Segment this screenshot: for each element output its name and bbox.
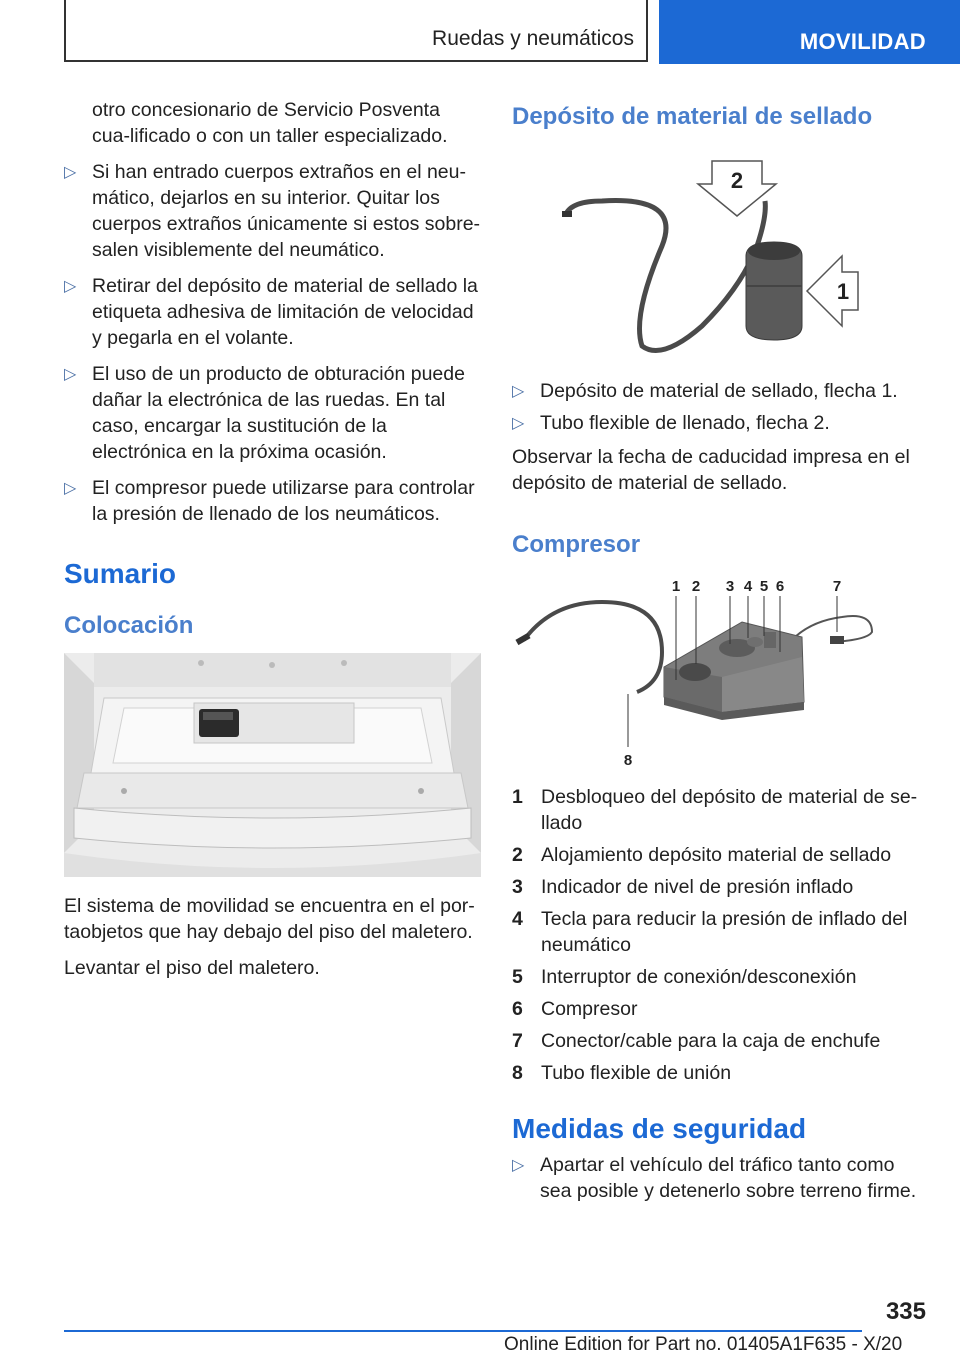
intro-text: otro concesionario de Servicio Posventa cua-lificado o con un taller especializado. [92,99,448,147]
list-item [512,784,930,836]
list-item [512,1028,930,1054]
expiry-note: Observar la fecha de caducidad impresa en el depósito de material de sellado. [512,446,910,494]
footer-divider [64,1330,862,1332]
figure-label: 5 [759,578,769,595]
heading-colocacion: Colocación [64,612,194,639]
item-text: Indicador de nivel de presión inflado [541,876,854,898]
list-item-text: Retirar del depósito de material de sellado la etiqueta adhesiva de limitación de velocidad y pegarla en el volante. [92,275,478,349]
item-number: 3 [512,876,523,898]
list-item-text: Tubo flexible de llenado, flecha 2. [540,412,830,434]
trunk-illustration [64,653,481,877]
triangle-bullet-icon: ▷ [64,480,77,497]
list-item-text: Apartar el vehículo del tráfico tanto como sea posible y detenerlo sobre terreno firme. [540,1154,917,1202]
triangle-bullet-icon: ▷ [512,383,525,400]
item-number: 4 [512,908,523,930]
heading-compresor: Compresor [512,531,641,558]
edition-note: Online Edition for Part no. 01405A1F635 - X/20 [504,1334,903,1355]
item-number: 6 [512,998,523,1020]
right-column [512,97,930,1204]
section-title: Ruedas y neumáticos [432,27,634,50]
triangle-bullet-icon: ▷ [64,366,77,383]
list-item-text: Depósito de material de sellado, flecha 1. [540,380,898,402]
sealant-container-image [562,146,862,364]
triangle-bullet-icon: ▷ [512,415,525,432]
sealant-container-figure [562,146,930,364]
item-text: Tecla para reducir la presión de inflado del neumático [541,908,908,956]
list-item-text: El compresor puede utilizarse para controlar la presión de llenado de los neumáticos. [92,477,475,525]
heading-seguridad: Medidas de seguridad [512,1113,807,1144]
list-item [64,273,481,351]
list-item [64,159,481,263]
compressor-parts-list [512,784,930,1086]
paragraph-lift-floor: Levantar el piso del maletero. [64,957,320,979]
heading-deposito: Depósito de material de sellado [512,103,873,130]
list-item [64,475,481,527]
compressor-figure [512,572,930,772]
item-text: Compresor [541,998,638,1020]
left-column [64,97,481,981]
list-item [512,906,930,958]
list-item [512,410,930,436]
list-item-text: Si han entrado cuerpos extraños en el neu-mático, dejarlos en su interior. Quitar los cuerpos extraños únicamente si estos sobre-salen visiblemente del neumático. [92,161,481,261]
list-item [512,378,930,404]
item-number: 5 [512,966,523,988]
item-text: Interruptor de conexión/desconexión [541,966,857,988]
list-item [512,874,930,900]
figure-label: 1 [836,279,850,304]
item-number: 1 [512,786,523,808]
triangle-bullet-icon: ▷ [64,278,77,295]
item-text: Desbloqueo del depósito de material de se-llado [541,786,918,834]
figure-label: 8 [623,752,633,769]
list-item [64,361,481,465]
paragraph-location: El sistema de movilidad se encuentra en el por-taobjetos que hay debajo del piso del maletero. [64,895,475,943]
list-item [512,996,930,1022]
heading-sumario: Sumario [64,558,177,589]
compressor-image [512,572,930,772]
figure-label: 2 [730,168,744,193]
figure-label: 6 [775,578,785,595]
item-text: Alojamiento depósito material de sellado [541,844,892,866]
list-item [512,842,930,868]
item-text: Conector/cable para la caja de enchufe [541,1030,881,1052]
chapter-tab [659,0,960,64]
item-text: Tubo flexible de unión [541,1062,732,1084]
figure-label: 4 [743,578,753,595]
list-item [512,1060,930,1086]
list-item [512,1152,930,1204]
trunk-image [64,653,481,877]
page-number: 335 [885,1298,926,1325]
triangle-bullet-icon: ▷ [64,164,77,181]
figure-label: 3 [725,578,735,595]
chapter-title: MOVILIDAD [799,29,926,54]
figure-label: 1 [671,578,681,595]
header-section-box [64,0,648,62]
item-number: 7 [512,1030,523,1052]
figure-label: 2 [691,578,701,595]
item-number: 2 [512,844,523,866]
item-number: 8 [512,1062,523,1084]
triangle-bullet-icon: ▷ [512,1157,525,1174]
list-item-text: El uso de un producto de obturación puede dañar la electrónica de las ruedas. En tal caso, encargar la sustitución de la electrónica en la próxima ocasión. [92,363,465,463]
list-item [512,964,930,990]
figure-label: 7 [832,578,842,595]
